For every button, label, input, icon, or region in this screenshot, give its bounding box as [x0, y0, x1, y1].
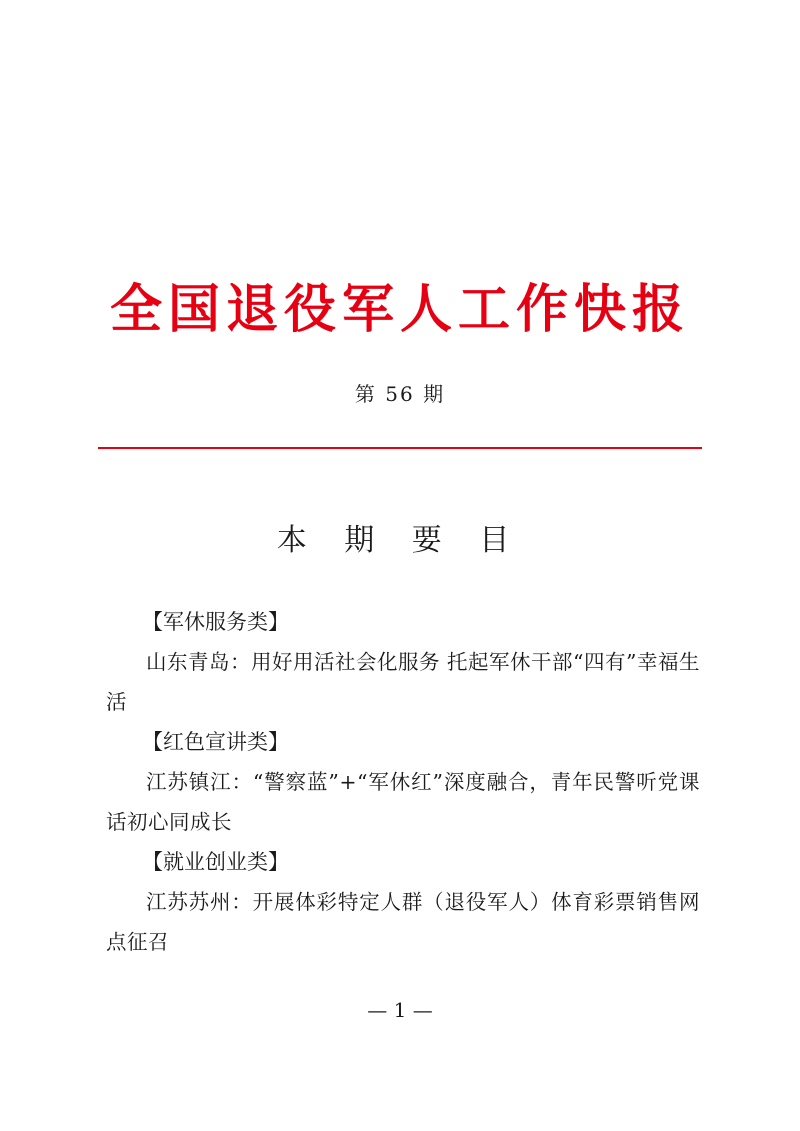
toc-section-military-retiree-services [106, 602, 700, 722]
toc-entry-link[interactable]: 江苏苏州：开展体彩特定人群（退役军人）体育彩票销售网点征召 [106, 890, 700, 954]
red-divider-line [98, 447, 702, 449]
toc-section-red-lectures [106, 722, 700, 842]
toc-entry-link[interactable]: 江苏镇江：“警察蓝”+“军休红”深度融合，青年民警听党课话初心同成长 [106, 770, 700, 834]
issue-number: 第 56 期 [354, 382, 446, 406]
toc-category-label: 【军休服务类】 [142, 610, 289, 634]
toc-section-employment-entrepreneurship [106, 842, 700, 962]
toc-category-label: 【就业创业类】 [142, 850, 289, 874]
page-number: — 1 — [367, 998, 433, 1022]
newsletter-title: 全国退役军人工作快报 [109, 279, 690, 340]
toc-category-label: 【红色宣讲类】 [142, 730, 289, 754]
table-of-contents [106, 602, 700, 962]
toc-heading: 本 期 要 目 [276, 523, 524, 558]
toc-entry-link[interactable]: 山东青岛：用好用活社会化服务 托起军休干部“四有”幸福生活 [106, 650, 700, 714]
